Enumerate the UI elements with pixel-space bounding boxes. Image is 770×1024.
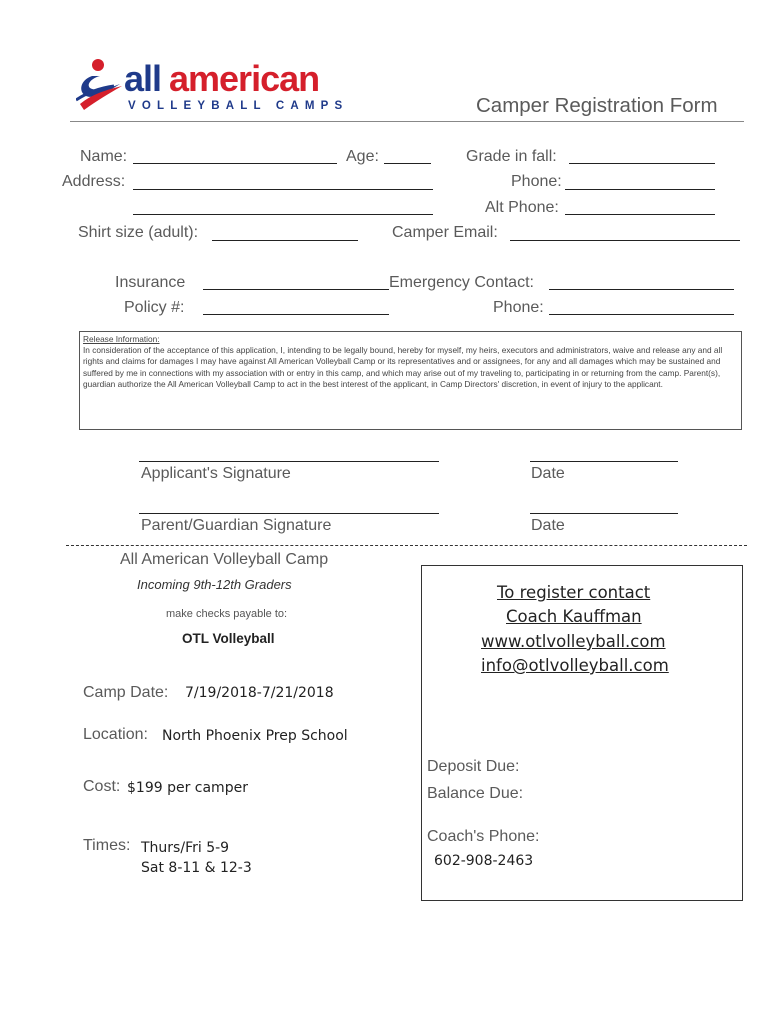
alt-phone-field[interactable] — [565, 214, 715, 215]
times-value-1: Thurs/Fri 5-9 — [141, 840, 230, 856]
times-value-2: Sat 8-11 & 12-3 — [141, 860, 252, 876]
release-text: In consideration of the acceptance of this application, I, intending to be legally bound, hereby for myself, my heirs, executors and administrators, waive and release any and all rights and claims for damages I may have against All American Volleyball Camp or its representatives and or assignees, for any and all damages which may be sustained and suffered by me in connections with my association with or entry in this camp, and which may arise out of my traveling to, participating in or returning from the camp. Parent(s), guardian authorize the All American Volleyball Camp to act in the best interest of the applicant, in Camp Directors' discretion, in event of injury to the applicant. — [83, 345, 723, 389]
release-information-box — [79, 331, 742, 430]
emergency-phone-label: Phone: — [493, 299, 544, 316]
cut-line — [66, 545, 747, 546]
emergency-contact-label: Emergency Contact: — [389, 274, 534, 291]
coach-name-text: Coach Kauffman — [506, 607, 642, 626]
logo-subtitle: VOLLEYBALL CAMPS — [128, 100, 349, 112]
deposit-due-label: Deposit Due: — [427, 758, 520, 775]
policy-label: Policy #: — [124, 299, 185, 316]
times-label: Times: — [83, 837, 131, 854]
shirt-size-field[interactable] — [212, 240, 358, 241]
applicant-signature-label: Applicant's Signature — [141, 465, 291, 482]
phone-field[interactable] — [565, 189, 715, 190]
email-link[interactable]: info@otlvolleyball.com — [481, 656, 669, 675]
website-link[interactable]: www.otlvolleyball.com — [481, 632, 666, 651]
policy-field[interactable] — [203, 314, 389, 315]
phone-label: Phone: — [511, 173, 562, 190]
payee: OTL Volleyball — [182, 631, 275, 646]
location-value: North Phoenix Prep School — [162, 728, 348, 744]
date-field-1[interactable] — [530, 461, 678, 462]
grade-field[interactable] — [569, 163, 715, 164]
camp-name: All American Volleyball Camp — [120, 551, 329, 568]
register-contact-text: To register contact — [497, 583, 651, 602]
form-title: Camper Registration Form — [476, 94, 718, 117]
emergency-contact-field[interactable] — [549, 289, 734, 290]
grade-label: Grade in fall: — [466, 148, 557, 165]
coach-phone-value: 602-908-2463 — [434, 853, 534, 869]
cost-label: Cost: — [83, 778, 121, 795]
name-field[interactable] — [133, 163, 337, 164]
camp-grades: Incoming 9th-12th Graders — [137, 577, 292, 592]
date-field-2[interactable] — [530, 513, 678, 514]
release-title: Release Information: — [83, 334, 160, 344]
emergency-phone-field[interactable] — [549, 314, 734, 315]
camp-date-label: Camp Date: — [83, 684, 169, 701]
camper-email-field[interactable] — [510, 240, 740, 241]
location-label: Location: — [83, 726, 148, 743]
title-divider — [70, 121, 744, 122]
camp-date-value: 7/19/2018-7/21/2018 — [185, 685, 334, 701]
cost-value: $199 per camper — [127, 780, 248, 796]
date-label-1: Date — [531, 465, 565, 482]
name-label: Name: — [80, 148, 128, 165]
applicant-signature-field[interactable] — [139, 461, 439, 462]
insurance-label: Insurance — [115, 274, 186, 291]
address-label: Address: — [62, 173, 126, 190]
logo-all-text: all — [124, 58, 162, 99]
balance-due-label: Balance Due: — [427, 785, 524, 802]
insurance-field[interactable] — [203, 289, 389, 290]
parent-signature-label: Parent/Guardian Signature — [141, 517, 332, 534]
age-field[interactable] — [384, 163, 431, 164]
age-label: Age: — [346, 148, 379, 165]
alt-phone-label: Alt Phone: — [485, 199, 559, 216]
address-field-2[interactable] — [133, 214, 433, 215]
shirt-size-label: Shirt size (adult): — [78, 224, 199, 241]
parent-signature-field[interactable] — [139, 513, 439, 514]
address-field-1[interactable] — [133, 189, 433, 190]
checks-payable-label: make checks payable to: — [166, 608, 288, 620]
date-label-2: Date — [531, 517, 565, 534]
camper-email-label: Camper Email: — [392, 224, 498, 241]
logo-american-text: american — [169, 58, 320, 99]
contact-box — [421, 565, 743, 901]
logo — [76, 56, 349, 118]
coach-phone-label: Coach's Phone: — [427, 828, 540, 845]
